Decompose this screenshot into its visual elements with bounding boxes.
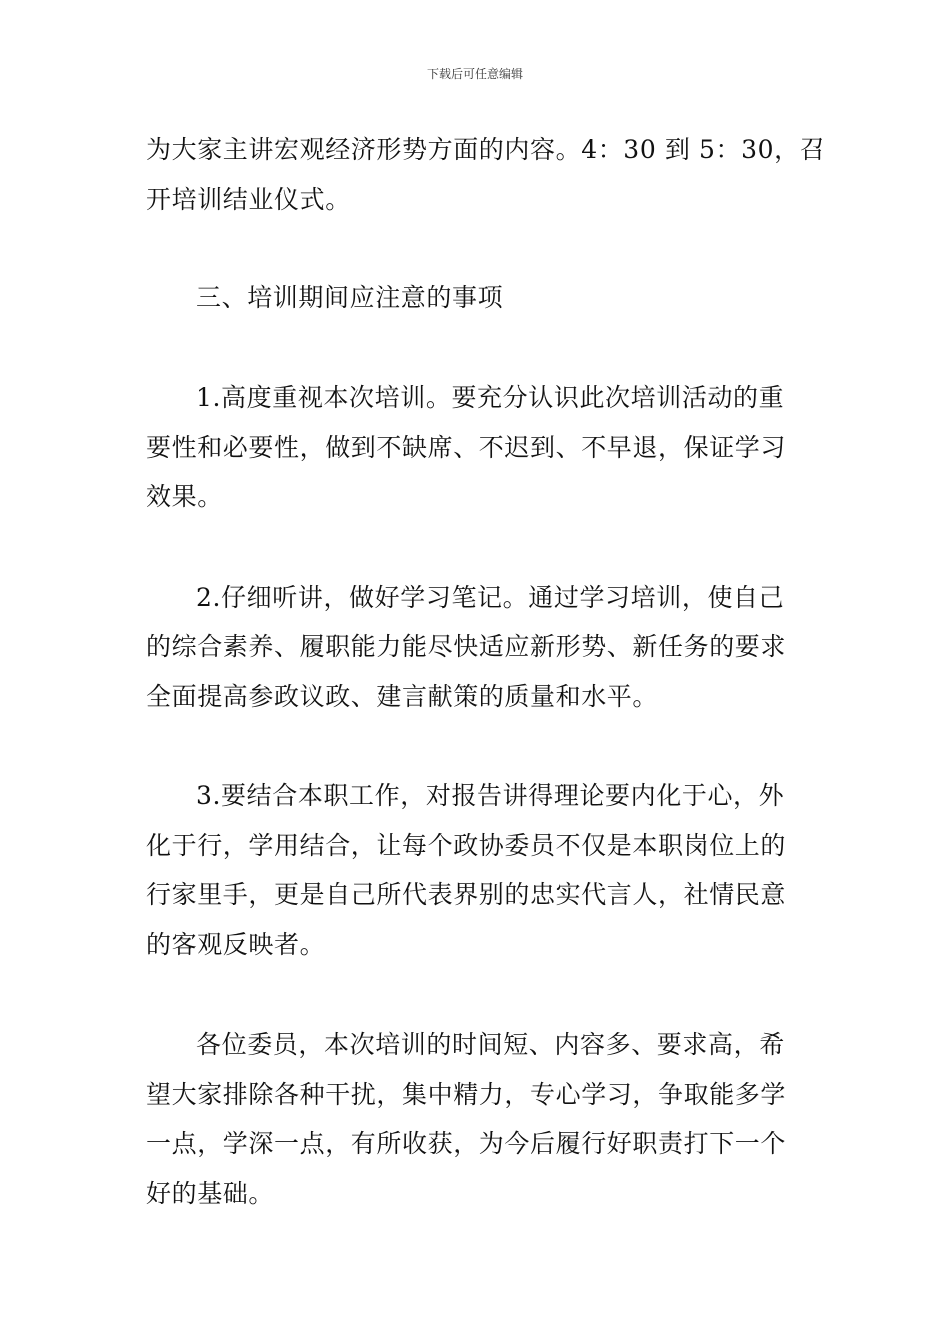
closing-paragraph-line-4: 好的基础。 <box>146 1179 275 1208</box>
section-heading: 三、培训期间应注意的事项 <box>196 283 504 312</box>
paragraph-1-line-2: 开培训结业仪式。 <box>146 185 351 214</box>
paragraph-item-3-line-3: 行家里手，更是自己所代表界别的忠实代言人，社情民意 <box>146 880 787 909</box>
paragraph-item-1-line-2: 要性和必要性，做到不缺席、不迟到、不早退，保证学习 <box>146 433 787 462</box>
closing-paragraph-line-2: 望大家排除各种干扰，集中精力，专心学习，争取能多学 <box>146 1080 787 1109</box>
closing-paragraph-line-1: 各位委员，本次培训的时间短、内容多、要求高，希 <box>196 1030 785 1059</box>
page-header-note: 下载后可任意编辑 <box>426 67 523 81</box>
paragraph-item-1-line-3: 效果。 <box>146 482 223 511</box>
paragraph-item-2-line-2: 的综合素养、履职能力能尽快适应新形势、新任务的要求 <box>146 632 787 661</box>
closing-paragraph-line-3: 一点，学深一点，有所收获，为今后履行好职责打下一个 <box>146 1129 787 1158</box>
paragraph-item-1-line-1: 1.高度重视本次培训。要充分认识此次培训活动的重 <box>196 383 785 412</box>
paragraph-item-3-line-2: 化于行，学用结合，让每个政协委员不仅是本职岗位上的 <box>146 831 787 860</box>
paragraph-item-2-line-3: 全面提高参政议政、建言献策的质量和水平。 <box>146 682 659 711</box>
paragraph-item-2-line-1: 2.仔细听讲，做好学习笔记。通过学习培训，使自己 <box>196 583 785 612</box>
paragraph-item-3-line-4: 的客观反映者。 <box>146 930 326 959</box>
paragraph-item-3-line-1: 3.要结合本职工作，对报告讲得理论要内化于心，外 <box>196 781 785 810</box>
paragraph-1-line-1: 为大家主讲宏观经济形势方面的内容。4：30 到 5：30，召 <box>146 135 826 164</box>
